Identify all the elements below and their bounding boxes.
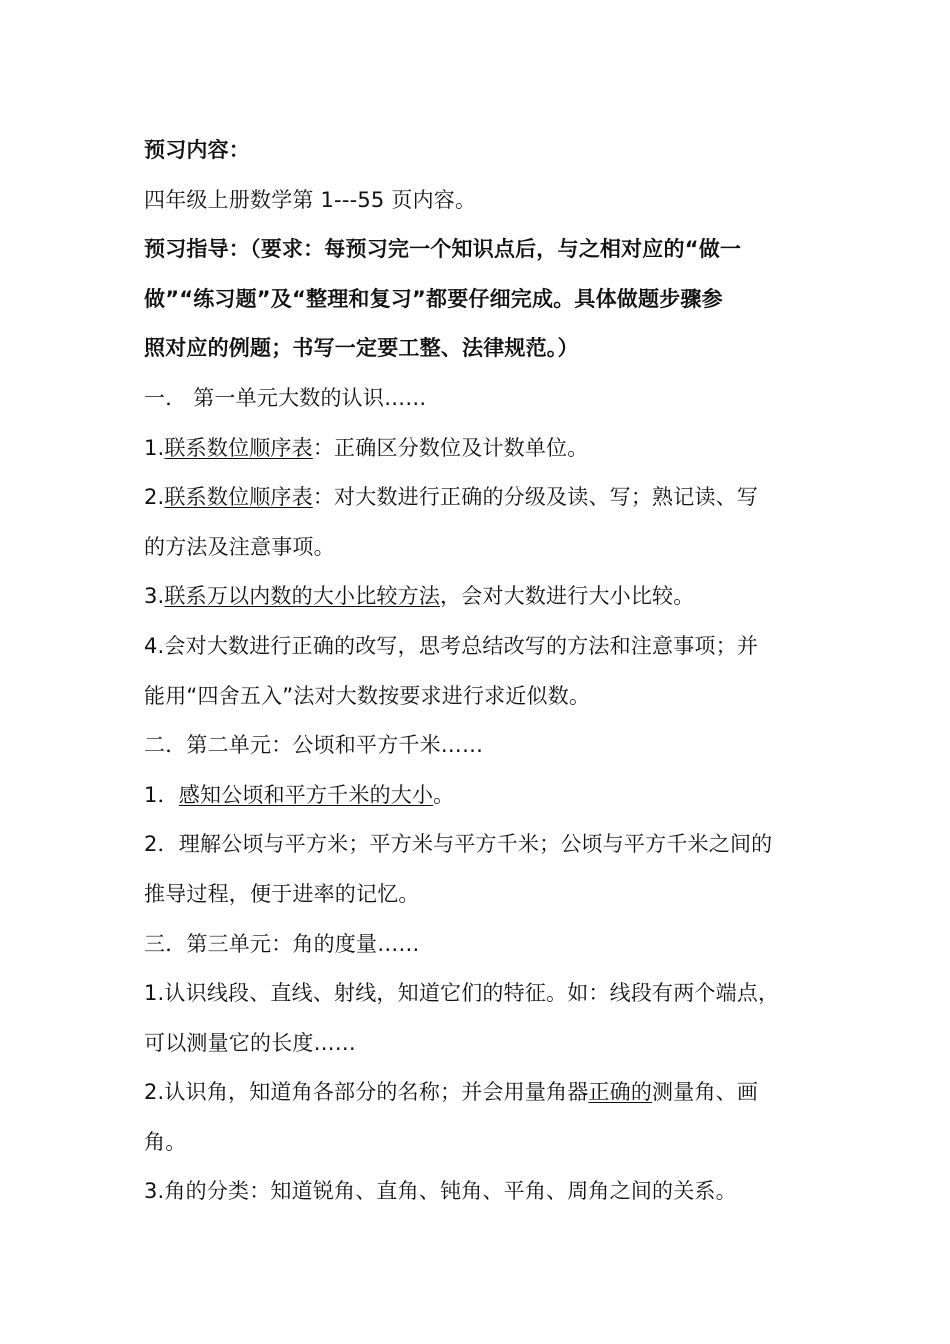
- text-line: [144, 622, 814, 672]
- text-line: [144, 225, 814, 275]
- text-line: [144, 920, 814, 970]
- text-line: [144, 572, 814, 622]
- text-segment: 3.: [144, 584, 165, 609]
- text-segment: 的方法及注意事项。: [144, 534, 335, 559]
- text-segment: 2．理解公顷与平方米；平方米与平方千米；公顷与平方千米之间的: [144, 832, 773, 857]
- document-body: [144, 126, 814, 1217]
- text-segment: 2.认识角，知道角各部分的名称；并会用量角器: [144, 1080, 589, 1105]
- text-segment: 四年级上册数学第 1---55 页内容。: [144, 187, 477, 212]
- text-segment: 照对应的例题；书写一定要工整、法律规范。）: [144, 336, 579, 361]
- text-segment: 一． 第一单元大数的认识……: [144, 385, 427, 410]
- text-line: [144, 820, 814, 870]
- text-segment: 1.认识线段、直线、射线，知道它们的特征。如：线段有两个端点，: [144, 981, 780, 1006]
- text-segment: 2.: [144, 485, 165, 510]
- text-line: [144, 1167, 814, 1217]
- text-segment: 。: [433, 782, 455, 807]
- text-line: [144, 374, 814, 424]
- text-line: [144, 523, 814, 573]
- text-segment: 可以测量它的长度……: [144, 1030, 356, 1055]
- text-segment: 预习指导：（要求：每预习完一个知识点后，与之相对应的“做一: [144, 237, 742, 262]
- text-segment: ：对大数进行正确的分级及读、写；熟记读、写: [312, 485, 759, 510]
- text-segment: 做”“练习题”及“整理和复习”都要仔细完成。具体做题步骤参: [144, 286, 723, 311]
- text-line: [144, 721, 814, 771]
- text-line: [144, 1068, 814, 1118]
- text-line: [144, 275, 814, 325]
- underlined-text: 感知公顷和平方千米的大小: [178, 782, 434, 807]
- text-segment: 测量角、画: [652, 1080, 759, 1105]
- text-line: [144, 672, 814, 722]
- text-line: [144, 771, 814, 821]
- text-line: [144, 1118, 814, 1168]
- text-segment: ：正确区分数位及计数单位。: [312, 435, 589, 460]
- text-line: [144, 1019, 814, 1069]
- text-segment: 1.: [144, 435, 165, 460]
- text-segment: 预习内容：: [144, 138, 250, 162]
- text-line: [144, 870, 814, 920]
- text-line: [144, 324, 814, 374]
- text-line: [144, 176, 814, 226]
- text-line: [144, 126, 814, 176]
- text-segment: 推导过程，便于进率的记忆。: [144, 881, 420, 906]
- underlined-text: 联系数位顺序表: [164, 435, 313, 460]
- text-line: [144, 473, 814, 523]
- underlined-text: 联系数位顺序表: [164, 485, 313, 510]
- text-segment: 能用“四舍五入”法对大数按要求进行求近似数。: [144, 683, 591, 708]
- text-line: [144, 969, 814, 1019]
- text-segment: 4.会对大数进行正确的改写，思考总结改写的方法和注意事项；并: [144, 633, 759, 658]
- text-segment: 二．第二单元：公顷和平方千米……: [144, 733, 484, 758]
- text-segment: 3.角的分类：知道锐角、直角、钝角、平角、周角之间的关系。: [144, 1179, 737, 1204]
- text-segment: 角。: [144, 1129, 187, 1154]
- text-segment: ，会对大数进行大小比较。: [440, 584, 695, 609]
- text-segment: 1．: [144, 782, 179, 807]
- underlined-text: 正确的: [588, 1080, 653, 1105]
- text-line: [144, 424, 814, 474]
- underlined-text: 联系万以内数的大小比较方法: [164, 584, 441, 609]
- text-segment: 三．第三单元：角的度量……: [144, 931, 420, 956]
